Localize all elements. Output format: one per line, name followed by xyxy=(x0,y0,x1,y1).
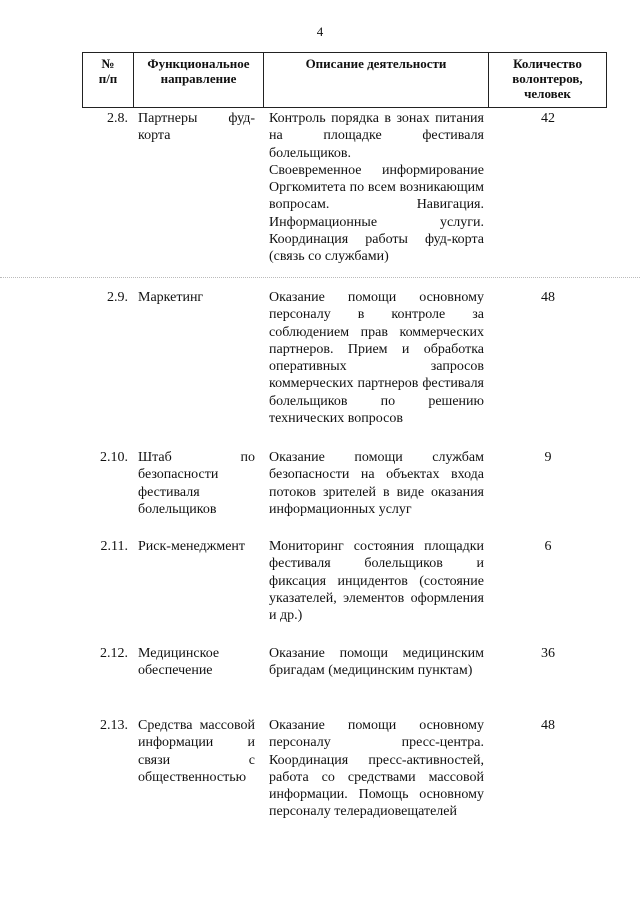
row-count: 9 xyxy=(544,450,552,465)
row-description xyxy=(269,449,484,518)
row-number: 2.9. xyxy=(107,290,128,305)
header-bottom-border xyxy=(82,107,607,108)
scan-dotted-line xyxy=(0,277,640,278)
row-direction: Штаб по безопасности фестиваля болельщиков xyxy=(138,450,255,517)
header-description: Описание деятельности xyxy=(305,56,447,71)
row-count: 42 xyxy=(541,111,555,126)
row-number: 2.13. xyxy=(100,718,128,733)
row-number: 2.12. xyxy=(100,646,128,661)
row-count: 6 xyxy=(544,539,552,554)
row-description xyxy=(269,645,484,680)
row-direction: Медицинское обеспечение xyxy=(138,646,220,679)
row-description-paragraph: Своевременное информирование Оргкомитета по всем возникающим вопросам. Навигация. Информационные услуги. Координация работы фуд-корта (связь со службами) xyxy=(269,162,484,265)
page-number: 4 xyxy=(316,24,324,39)
row-direction: Средства массовой информации и связи с общественностью xyxy=(138,718,255,785)
row-description-paragraph: Оказание помощи службам безопасности на объектах входа потоков зрителей в виде оказания информационных услуг xyxy=(269,450,484,517)
row-count: 36 xyxy=(541,646,555,661)
row-description-paragraph: Мониторинг состояния площадки фестиваля болельщиков и фиксация инцидентов (состояние указателей, элементов оформления и др.) xyxy=(269,539,484,624)
header-border-5 xyxy=(606,52,607,108)
row-description-paragraph: Оказание помощи медицинским бригадам (медицинским пунктам) xyxy=(269,646,484,679)
row-count: 48 xyxy=(541,290,555,305)
row-description xyxy=(269,110,484,266)
row-description xyxy=(269,289,484,427)
row-number: 2.10. xyxy=(100,450,128,465)
row-direction: Маркетинг xyxy=(138,290,204,305)
row-description-paragraph: Контроль порядка в зонах питания на площадке фестиваля болельщиков. xyxy=(269,111,484,161)
row-description xyxy=(269,717,484,821)
row-number: 2.11. xyxy=(100,539,128,554)
header-num: № п/п xyxy=(98,56,118,86)
row-count: 48 xyxy=(541,718,555,733)
header-direction: Функциональное направление xyxy=(147,56,250,86)
row-number: 2.8. xyxy=(107,111,128,126)
header-count: Количество волонтеров, человек xyxy=(512,56,583,101)
row-description-paragraph: Оказание помощи основному персоналу пресс-центра. Координация пресс-активностей, работа со средствами массовой информации. Помощь основному персоналу телерадиовещателей xyxy=(269,718,484,820)
row-description-paragraph: Оказание помощи основному персоналу в контроле за соблюдением прав коммерческих партнеров. Прием и обработка оперативных запросов коммерческих партнеров фестиваля болельщиков по решению технических вопросов xyxy=(269,290,484,427)
header-top-border xyxy=(82,52,607,53)
table-header xyxy=(82,52,607,108)
row-direction: Риск-менеджмент xyxy=(138,539,246,554)
row-direction: Партнеры фуд-корта xyxy=(138,111,255,144)
row-description xyxy=(269,538,484,624)
